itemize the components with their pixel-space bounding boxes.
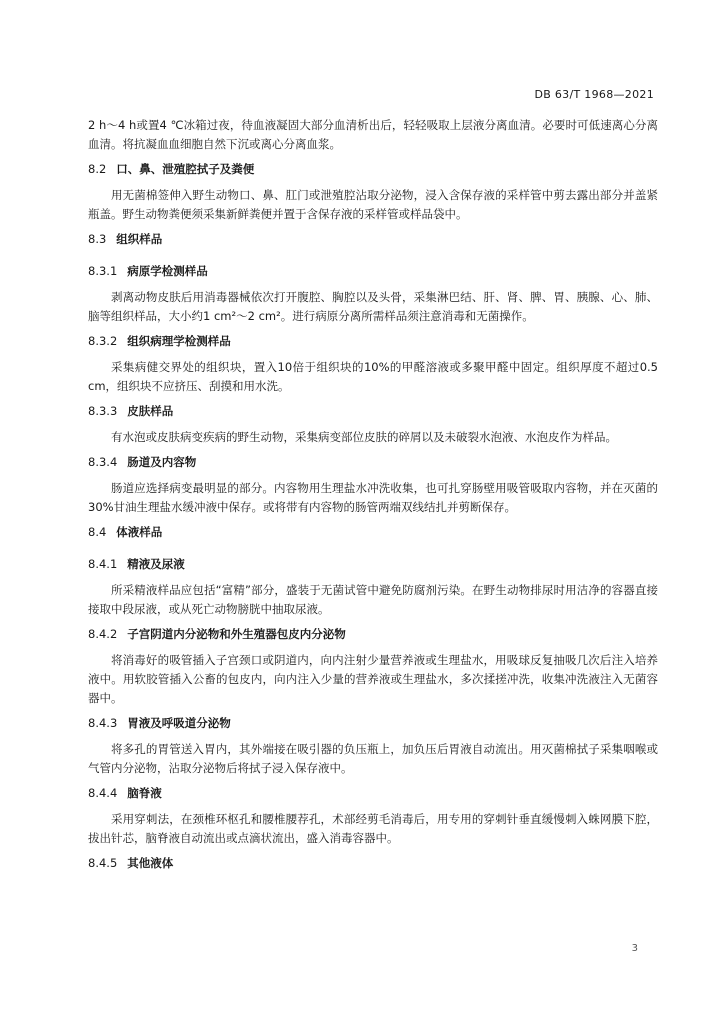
body-paragraph: 将多孔的胃管送入胃内，其外端接在吸引器的负压瓶上，加负压后胃液自动流出。用灭菌棉拭子采集咽喉或气管内分泌物，沾取分泌物后将拭子浸入保存液中。 — [88, 742, 658, 775]
body-paragraph: 将消毒好的吸管插入子宫颈口或阴道内，向内注射少量营养液或生理盐水，用吸球反复抽吸几次后注入培养液中。用软胶管插入公畜的包皮内，向内注入少量的营养液或生理盐水，多次揉搓冲洗，收集冲洗液注入无菌容器中。 — [88, 653, 658, 705]
section-number: 8.3 — [88, 232, 107, 246]
section-number: 8.4 — [88, 525, 107, 539]
body-paragraph: 采用穿刺法，在颈椎环枢孔和腰椎腰荐孔，术部经剪毛消毒后，用专用的穿刺针垂直缓慢刺入蛛网膜下腔，拔出针芯，脑脊液自动流出或点滴状流出，盛入消毒容器中。 — [88, 812, 658, 845]
section-title: 胃液及呼吸道分泌物 — [127, 716, 231, 730]
section-title: 其他液体 — [127, 856, 174, 870]
section-title: 病原学检测样品 — [127, 264, 208, 278]
section-number: 8.4.3 — [88, 716, 118, 730]
body-paragraph: 所采精液样品应包括“富精”部分，盛装于无菌试管中避免防腐剂污染。在野生动物排尿时用洁净的容器直接接取中段尿液，或从死亡动物膀胱中抽取尿液。 — [88, 583, 658, 616]
section-heading — [88, 160, 658, 179]
section-heading — [88, 402, 658, 421]
body-paragraph: 2 h～4 h或置4 ℃冰箱过夜，待血液凝固大部分血清析出后，轻轻吸取上层液分离血清。必要时可低速离心分离血清。将抗凝血血细胞自然下沉或离心分离血浆。 — [88, 118, 658, 151]
body-paragraph: 肠道应选择病变最明显的部分。内容物用生理盐水冲洗收集，也可扎穿肠壁用吸管吸取内容物，并在灭菌的30%甘油生理盐水缓冲液中保存。或将带有内容物的肠管两端双线结扎并剪断保存。 — [88, 481, 658, 514]
section-title: 肠道及内容物 — [127, 455, 197, 469]
section-heading — [88, 523, 658, 542]
section-heading — [88, 555, 658, 574]
section-title: 组织病理学检测样品 — [127, 334, 231, 348]
section-heading — [88, 332, 658, 351]
section-heading — [88, 230, 658, 249]
section-number: 8.4.1 — [88, 557, 118, 571]
section-title: 体液样品 — [116, 525, 163, 539]
section-title: 子宫阴道内分泌物和外生殖器包皮内分泌物 — [127, 627, 346, 641]
section-number: 8.2 — [88, 162, 107, 176]
section-number: 8.3.2 — [88, 334, 118, 348]
section-title: 口、鼻、泄殖腔拭子及粪便 — [116, 162, 255, 176]
section-heading — [88, 854, 658, 873]
body-paragraph: 用无菌棉签伸入野生动物口、鼻、肛门或泄殖腔沾取分泌物，浸入含保存液的采样管中剪去露出部分并盖紧瓶盖。野生动物粪便须采集新鲜粪便并置于含保存液的采样管或样品袋中。 — [88, 188, 658, 221]
section-heading — [88, 625, 658, 644]
section-number: 8.4.5 — [88, 856, 118, 870]
section-number: 8.3.3 — [88, 404, 118, 418]
section-number: 8.3.1 — [88, 264, 118, 278]
section-title: 脑脊液 — [127, 786, 162, 800]
document-body — [88, 116, 658, 880]
body-paragraph: 采集病健交界处的组织块，置入10倍于组织块的10%的甲醛溶液或多聚甲醛中固定。组织厚度不超过0.5 cm，组织块不应挤压、刮摸和用水洗。 — [88, 360, 658, 393]
document-code: DB 63/T 1968—2021 — [534, 88, 654, 101]
section-title: 精液及尿液 — [127, 557, 185, 571]
section-heading — [88, 262, 658, 281]
section-number: 8.4.4 — [88, 786, 118, 800]
section-heading — [88, 784, 658, 803]
section-number: 8.4.2 — [88, 627, 118, 641]
body-paragraph: 剥离动物皮肤后用消毒器械依次打开腹腔、胸腔以及头骨，采集淋巴结、肝、肾、脾、胃、胰腺、心、肺、脑等组织样品，大小约1 cm²～2 cm²。进行病原分离所需样品须注意消毒和无菌操作。 — [88, 290, 658, 323]
section-heading — [88, 714, 658, 733]
body-paragraph: 有水泡或皮肤病变疾病的野生动物，采集病变部位皮肤的碎屑以及未破裂水泡液、水泡皮作为样品。 — [111, 430, 617, 444]
section-heading — [88, 453, 658, 472]
page-number: 3 — [631, 943, 638, 954]
section-number: 8.3.4 — [88, 455, 118, 469]
section-title: 组织样品 — [116, 232, 163, 246]
section-title: 皮肤样品 — [127, 404, 174, 418]
